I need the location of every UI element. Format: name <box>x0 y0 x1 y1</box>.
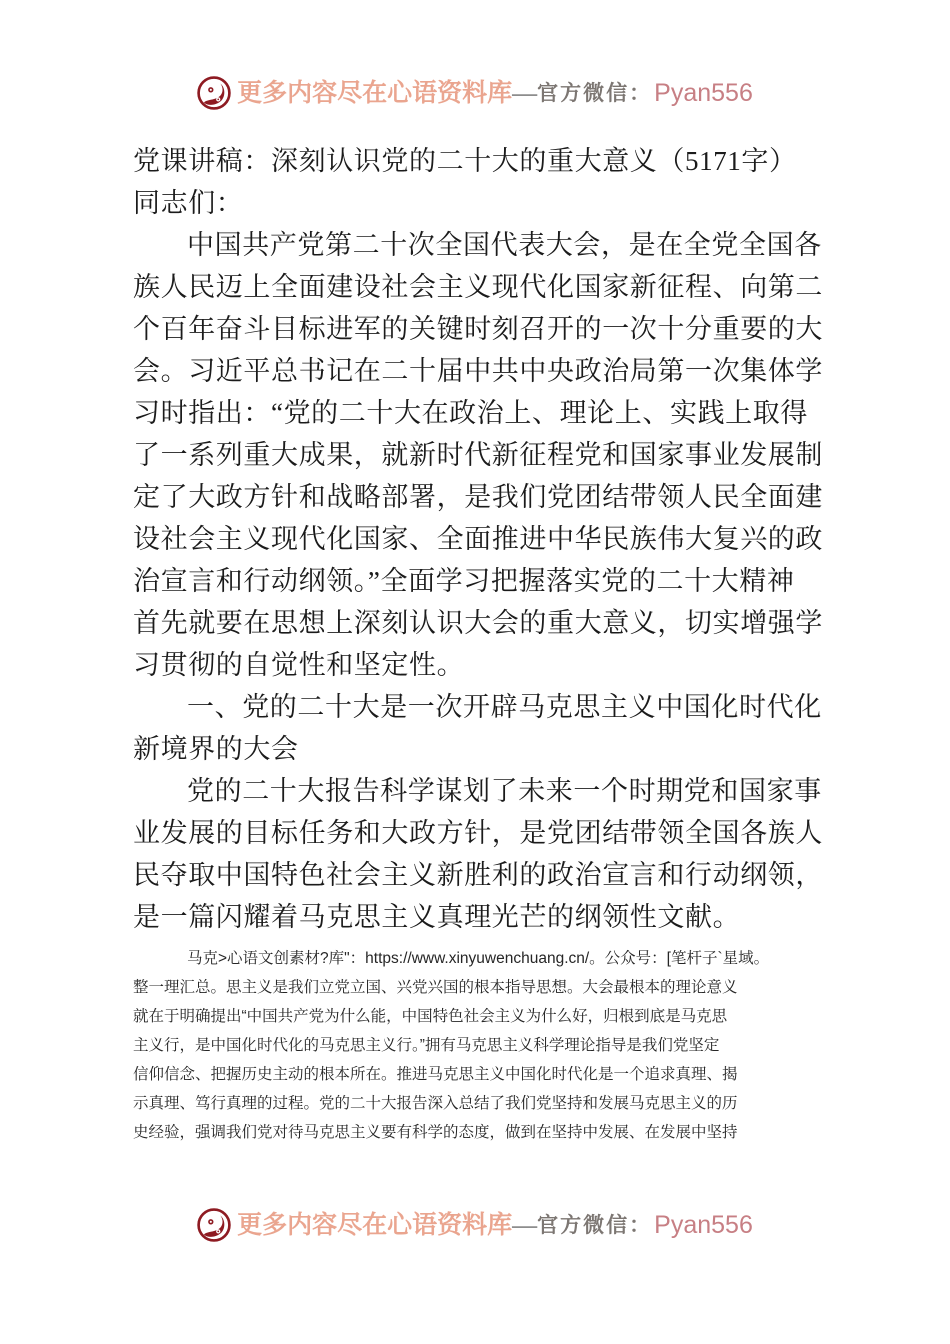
small-text-line: 史经验，强调我们党对待马克思主义要有科学的态度，做到在坚持中发展、在发展中坚持 <box>133 1124 738 1141</box>
xinyu-library-logo-icon <box>197 1208 231 1242</box>
section-heading-1 <box>133 686 833 770</box>
paragraph-line: 族人民迈上全面建设社会主义现代化国家新征程、向第二 <box>133 272 823 302</box>
promo-url-line: 马克>心语文创素材?库"：https://www.xinyuwenchuang.cn/。公众号：[笔杆子`星域。 <box>187 950 770 967</box>
heading-line: 一、党的二十大是一次开辟马克思主义中国化时代化 <box>187 692 822 722</box>
small-text-line: 就在于明确提出“中国共产党为什么能，中国特色社会主义为什么好，归根到底是马克思 <box>133 1008 728 1025</box>
paragraph-line: 设社会主义现代化国家、全面推进中华民族伟大复兴的政 <box>133 524 823 554</box>
paragraph-line: 中国共产党第二十次全国代表大会，是在全党全国各 <box>187 230 822 260</box>
paragraph-line: 业发展的目标任务和大政方针，是党团结带领全国各族人 <box>133 818 823 848</box>
paragraph-2 <box>133 770 833 938</box>
paragraph-line: 党的二十大报告科学谋划了未来一个时期党和国家事 <box>187 776 822 806</box>
paragraph-line: 习时指出：“党的二十大在政治上、理论上、实践上取得 <box>133 398 808 428</box>
watermark-subtext: 官方微信： <box>537 80 653 105</box>
paragraph-line: 会。习近平总书记在二十届中共中央政治局第一次集体学 <box>133 356 823 386</box>
promo-small-text-block <box>133 944 833 1147</box>
document-title: 党课讲稿：深刻认识党的二十大的重大意义（5171字） <box>133 146 797 176</box>
paragraph-line: 习贯彻的自觉性和坚定性。 <box>133 650 465 680</box>
small-text-line: 整一理汇总。思主义是我们立党立国、兴党兴国的根本指导思想。大会最根本的理论意义 <box>133 979 738 996</box>
small-text-line: 示真理、笃行真理的过程。党的二十大报告深入总结了我们党坚持和发展马克思主义的历 <box>133 1095 738 1112</box>
watermark-main-text: 更多内容尽在心语资料库 <box>237 1211 513 1239</box>
paragraph-line: 是一篇闪耀着马克思主义真理光芒的纲领性文献。 <box>133 902 741 932</box>
salutation: 同志们： <box>133 188 244 218</box>
watermark-main-text: 更多内容尽在心语资料库 <box>237 79 513 107</box>
small-text-line: 信仰信念、把握历史主动的根本所在。推进马克思主义中国化时代化是一个追求真理、揭 <box>133 1066 738 1083</box>
small-text-line: 主义行，是中国化时代化的马克思主义行。”拥有马克思主义科学理论指导是我们党坚定 <box>133 1037 720 1054</box>
watermark-subtext: 官方微信： <box>537 1212 653 1237</box>
paragraph-line: 治宣言和行动纲领。”全面学习把握落实党的二十大精神 <box>133 566 795 596</box>
paragraph-line: 个百年奋斗目标进军的关键时刻召开的一次十分重要的大 <box>133 314 823 344</box>
paragraph-line: 民夺取中国特色社会主义新胜利的政治宣言和行动纲领， <box>133 860 823 890</box>
paragraph-line: 首先就要在思想上深刻认识大会的重大意义，切实增强学 <box>133 608 823 638</box>
document-body <box>133 140 833 1147</box>
paragraph-1 <box>133 224 833 686</box>
header-watermark <box>0 76 950 110</box>
paragraph-line: 了一系列重大成果，就新时代新征程党和国家事业发展制 <box>133 440 823 470</box>
watermark-wechat-id: Pyan556 <box>654 1210 753 1239</box>
watermark-dash: — <box>512 1211 538 1239</box>
paragraph-line: 定了大政方针和战略部署，是我们党团结带领人民全面建 <box>133 482 823 512</box>
watermark-wechat-id: Pyan556 <box>654 78 753 107</box>
footer-watermark <box>0 1208 950 1242</box>
xinyu-library-logo-icon <box>197 76 231 110</box>
watermark-dash: — <box>512 79 538 107</box>
heading-line: 新境界的大会 <box>133 734 299 764</box>
